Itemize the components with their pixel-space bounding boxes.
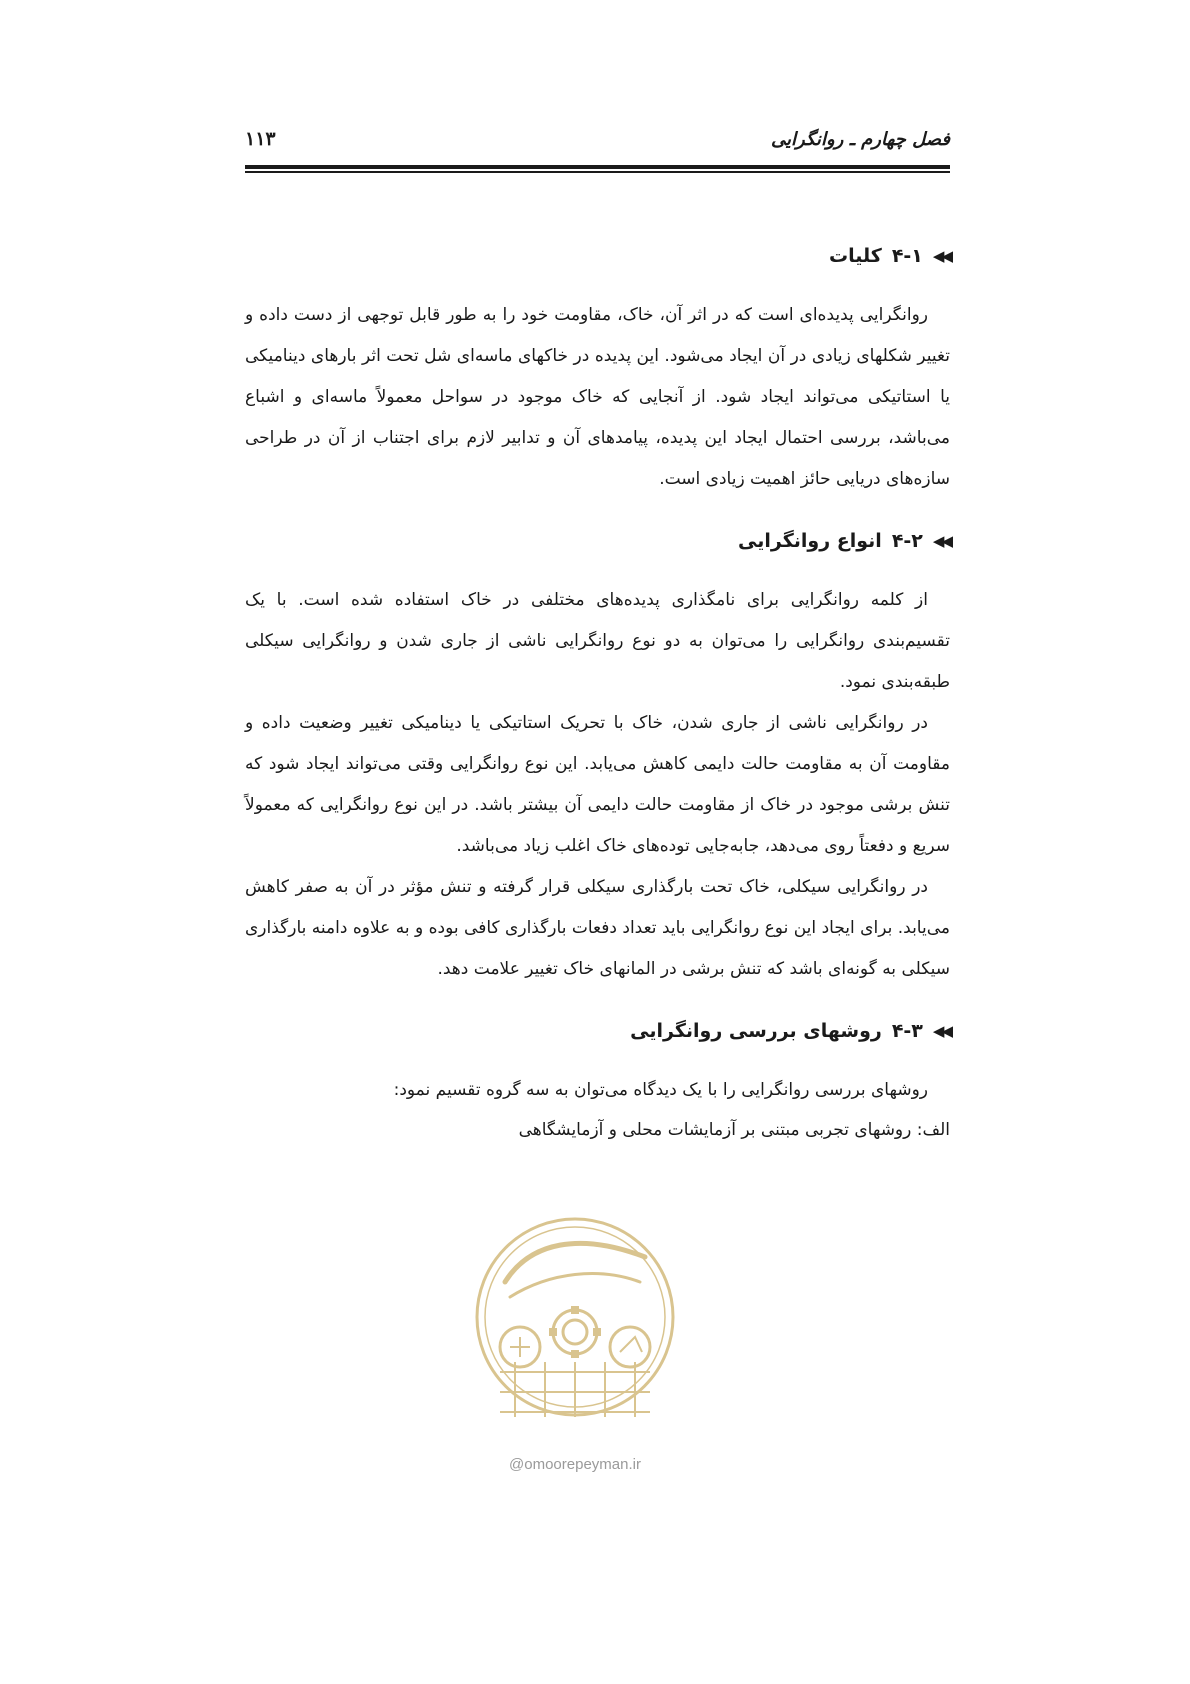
section-1 — [245, 245, 950, 500]
section-3 — [245, 1020, 950, 1149]
heading-title: کلیات — [829, 245, 882, 267]
watermark-url: @omoorepeyman.ir — [509, 1456, 641, 1473]
watermark-logo-icon — [470, 1202, 680, 1452]
page-number: ۱۱۳ — [245, 128, 276, 150]
section-heading — [245, 245, 950, 267]
paragraph: در روانگرایی سیکلی، خاک تحت بارگذاری سیکلی قرار گرفته و تنش مؤثر در آن به صفر کاهش می‌یابد. برای ایجاد این نوع روانگرایی باید تعداد دفعات بارگذاری کافی بوده و به علاوه دامنه بارگذاری سیکلی به گونه‌ای باشد که تنش برشی در المانهای خاک تغییر علامت دهد. — [245, 877, 950, 979]
header-rule-thin — [245, 171, 950, 173]
list-item: الف: روشهای تجربی مبتنی بر آزمایشات محلی و آزمایشگاهی — [518, 1120, 950, 1140]
heading-number: ۴-۳ — [891, 1020, 923, 1042]
section-heading — [245, 530, 950, 552]
paragraph: از کلمه روانگرایی برای نامگذاری پدیده‌های مختلفی در خاک استفاده شده است. با یک تقسیم‌بندی روانگرایی را می‌توان به دو نوع روانگرایی ناشی از جاری شدن و روانگرایی سیکلی طبقه‌بندی نمود. — [245, 590, 950, 692]
main-content — [245, 245, 950, 1179]
header-rule-thick — [245, 165, 950, 169]
paragraph: روانگرایی پدیده‌ای است که در اثر آن، خاک، مقاومت خود را به طور قابل توجهی از دست داده و تغییر شکلهای زیادی در آن ایجاد می‌شود. این پدیده در خاکهای ماسه‌ای شل تحت اثر بارهای دینامیکی یا استاتیکی می‌تواند ایجاد شود. از آنجایی که خاک موجود در سواحل معمولاً ماسه‌ای و اشباع می‌باشد، بررسی احتمال ایجاد این پدیده، پیامدهای آن و تدابیر لازم برای اجتناب از آن در طراحی سازه‌های دریایی حائز اهمیت زیادی است. — [245, 305, 950, 489]
section-heading — [245, 1020, 950, 1042]
heading-number: ۴-۱ — [891, 245, 923, 267]
chapter-title: فصل چهارم ـ روانگرایی — [771, 129, 950, 150]
heading-title: انواع روانگرایی — [738, 530, 882, 552]
paragraph: روشهای بررسی روانگرایی را با یک دیدگاه می‌توان به سه گروه تقسیم نمود: — [393, 1080, 928, 1100]
double-arrow-icon: ◀◀ — [932, 247, 950, 265]
double-arrow-icon: ◀◀ — [932, 1022, 950, 1040]
double-arrow-icon: ◀◀ — [932, 532, 950, 550]
section-2 — [245, 530, 950, 990]
heading-number: ۴-۲ — [891, 530, 923, 552]
running-head — [245, 128, 950, 158]
paragraph: در روانگرایی ناشی از جاری شدن، خاک با تحریک استاتیکی یا دینامیکی تغییر وضعیت داده و مقاومت آن به مقاومت حالت دایمی کاهش می‌یابد. این نوع روانگرایی وقتی می‌تواند ایجاد شود که تنش برشی موجود در خاک از مقاومت حالت دایمی آن بیشتر باشد. در این نوع روانگرایی که معمولاً سریع و دفعتاً روی می‌دهد، جابه‌جایی توده‌های خاک اغلب زیاد می‌باشد. — [245, 713, 950, 856]
heading-title: روشهای بررسی روانگرایی — [630, 1020, 882, 1042]
